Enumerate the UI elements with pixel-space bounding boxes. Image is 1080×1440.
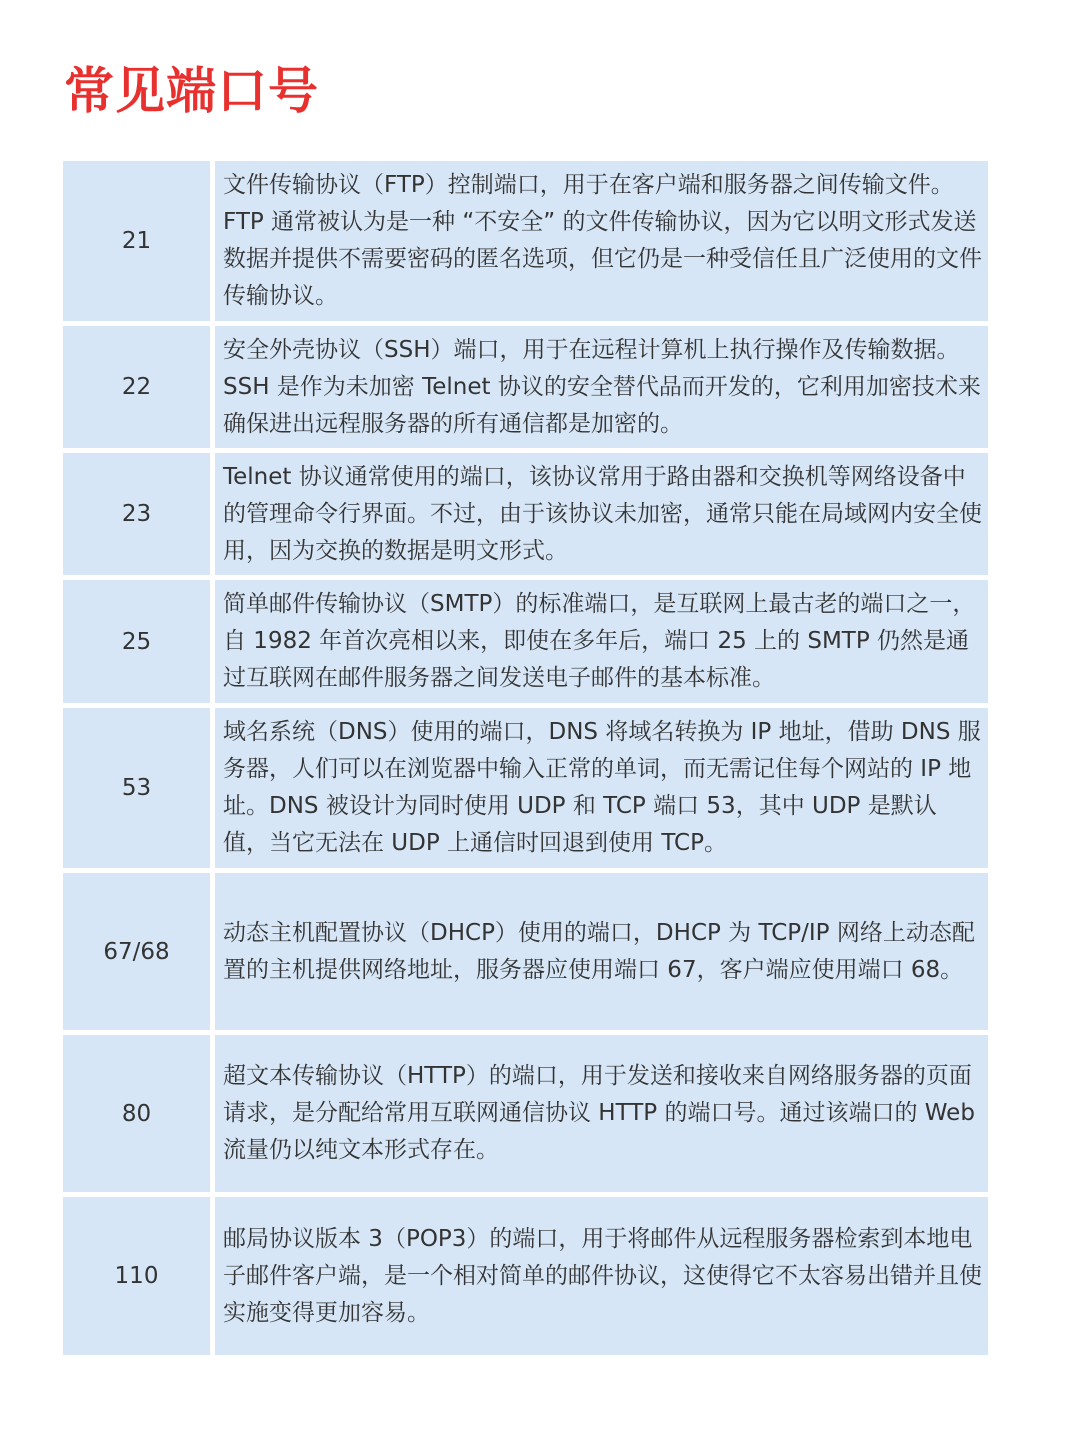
table-row [63, 453, 988, 575]
port-description: 文件传输协议（FTP）控制端口，用于在客户端和服务器之间传输文件。FTP 通常被认为是一种 “不安全” 的文件传输协议，因为它以明文形式发送数据并提供不需要密码的匿名选项，但它仍是一种受信任且广泛使用的文件传输协议。 [215, 161, 988, 321]
page-title: 常见端口号 [64, 62, 319, 120]
table-row [63, 873, 988, 1030]
table-row [63, 1197, 988, 1355]
table-row [63, 580, 988, 703]
port-description: 邮局协议版本 3（POP3）的端口，用于将邮件从远程服务器检索到本地电子邮件客户端，是一个相对简单的邮件协议，这使得它不太容易出错并且使实施变得更加容易。 [215, 1197, 988, 1355]
port-description: 超文本传输协议（HTTP）的端口，用于发送和接收来自网络服务器的页面请求，是分配给常用互联网通信协议 HTTP 的端口号。通过该端口的 Web 流量仍以纯文本形式存在。 [215, 1035, 988, 1192]
port-description: 域名系统（DNS）使用的端口，DNS 将域名转换为 IP 地址，借助 DNS 服务器，人们可以在浏览器中输入正常的单词，而无需记住每个网站的 IP 地址。DNS 被设计为同时使用 UDP 和 TCP 端口 53，其中 UDP 是默认值，当它无法在 UDP 上通信时回退到使用 TCP。 [215, 708, 988, 868]
port-table [63, 161, 988, 1360]
port-description: Telnet 协议通常使用的端口，该协议常用于路由器和交换机等网络设备中的管理命令行界面。不过，由于该协议未加密，通常只能在局域网内安全使用，因为交换的数据是明文形式。 [215, 453, 988, 575]
port-description: 简单邮件传输协议（SMTP）的标准端口，是互联网上最古老的端口之一，自 1982 年首次亮相以来，即使在多年后，端口 25 上的 SMTP 仍然是通过互联网在邮件服务器之间发送电子邮件的基本标准。 [215, 580, 988, 703]
table-row [63, 326, 988, 448]
port-number: 21 [63, 161, 210, 321]
port-number: 67/68 [63, 873, 210, 1030]
table-row [63, 161, 988, 321]
port-description: 动态主机配置协议（DHCP）使用的端口，DHCP 为 TCP/IP 网络上动态配置的主机提供网络地址，服务器应使用端口 67，客户端应使用端口 68。 [215, 873, 988, 1030]
port-number: 80 [63, 1035, 210, 1192]
port-number: 53 [63, 708, 210, 868]
port-description: 安全外壳协议（SSH）端口，用于在远程计算机上执行操作及传输数据。SSH 是作为未加密 Telnet 协议的安全替代品而开发的，它利用加密技术来确保进出远程服务器的所有通信都是加密的。 [215, 326, 988, 448]
port-number: 110 [63, 1197, 210, 1355]
table-row [63, 1035, 988, 1192]
port-number: 23 [63, 453, 210, 575]
table-row [63, 708, 988, 868]
port-number: 22 [63, 326, 210, 448]
port-number: 25 [63, 580, 210, 703]
